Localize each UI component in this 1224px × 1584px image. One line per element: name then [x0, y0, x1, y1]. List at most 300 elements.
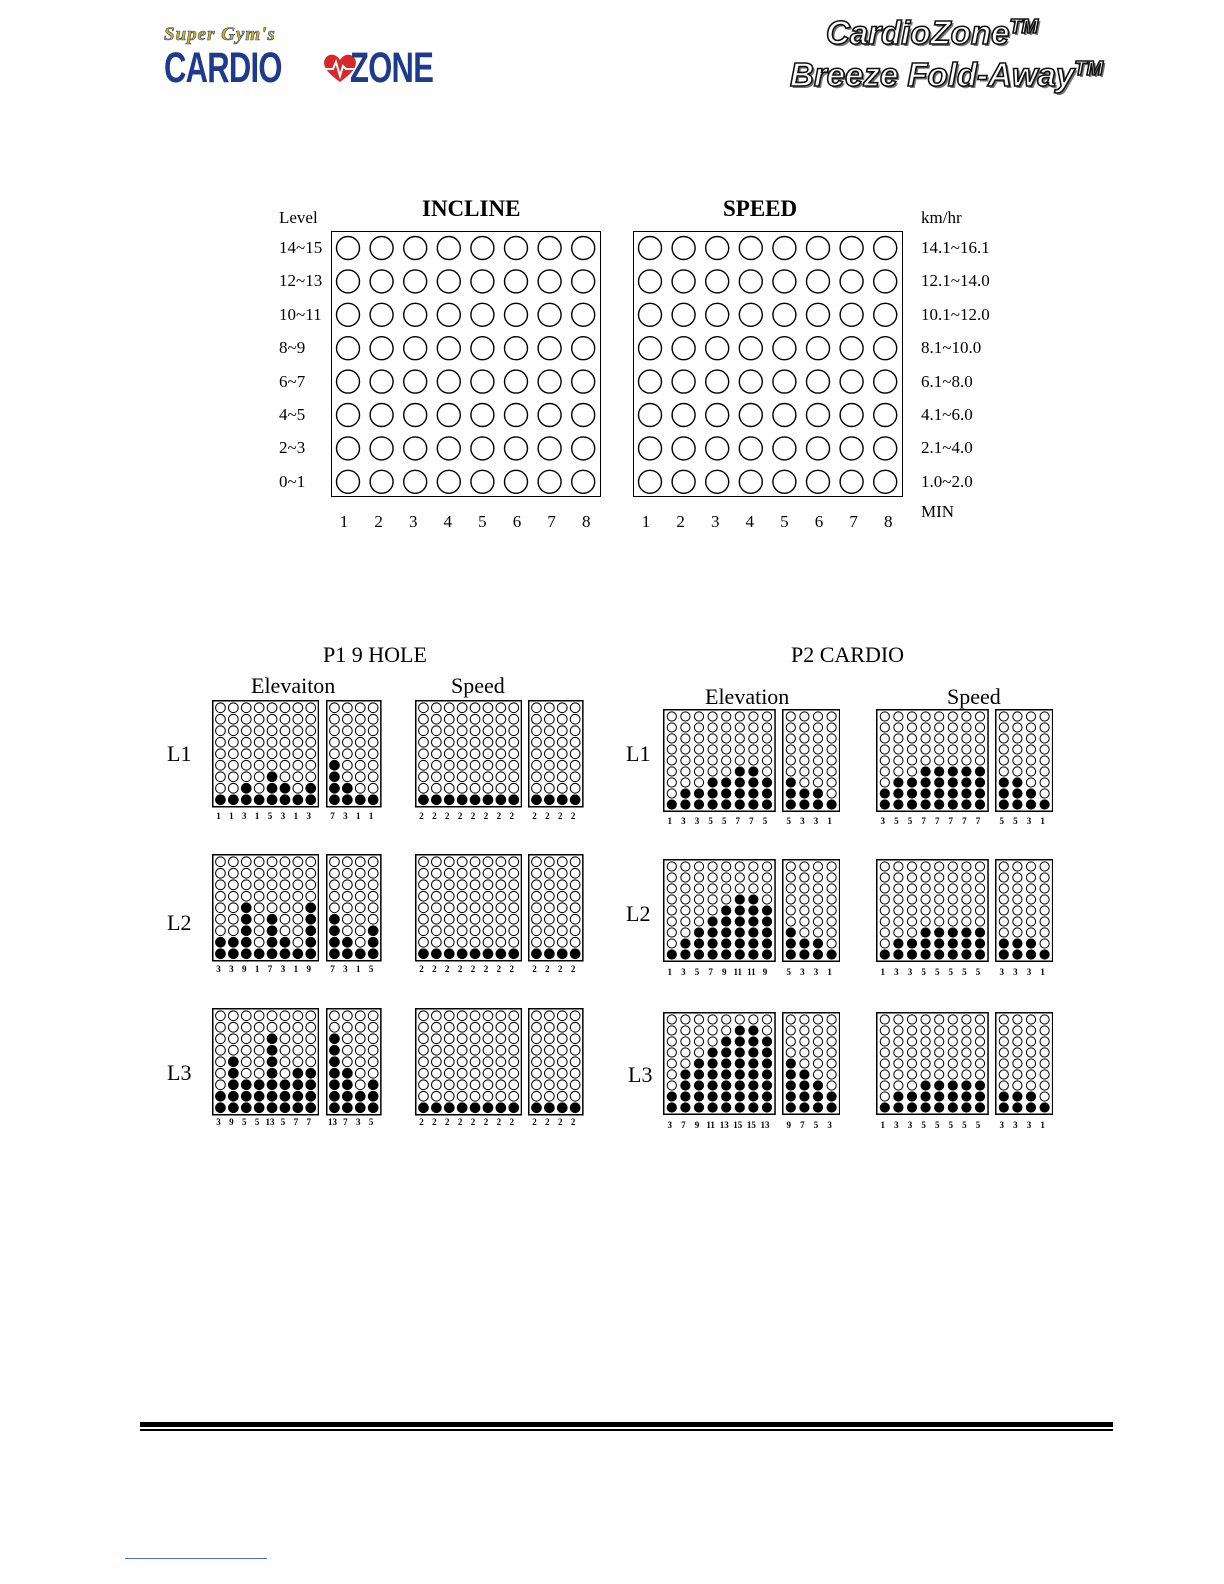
profile-dot-filled [722, 1037, 731, 1046]
p1-elevation-value: 5 [241, 1117, 247, 1127]
p2-elevation-tail-grid [782, 859, 840, 962]
profile-dot-filled [735, 789, 744, 798]
profile-dot-filled [827, 1092, 836, 1101]
profile-dot-filled [229, 1103, 239, 1113]
profile-dot-empty [1026, 734, 1035, 743]
profile-dot-empty [483, 703, 493, 713]
profile-dot-filled [762, 800, 771, 809]
profile-dot-empty [293, 1057, 303, 1067]
profile-dot-filled [894, 789, 903, 798]
profile-dot-filled [509, 949, 519, 959]
profile-dot-filled [267, 949, 277, 959]
profile-dot-empty [509, 1057, 519, 1067]
profile-dot-empty [1040, 712, 1049, 721]
profile-dot-empty [570, 926, 580, 936]
profile-dot-filled [241, 903, 251, 913]
p2-speed-tail-grid [995, 709, 1053, 812]
profile-dot-empty [470, 783, 480, 793]
profile-dot-filled [722, 939, 731, 948]
profile-dot-empty [1040, 873, 1049, 882]
p2-elevation-tail-grid [782, 1012, 840, 1115]
matrix-led [840, 470, 863, 493]
profile-dot-empty [800, 723, 809, 732]
profile-dot-empty [1013, 1048, 1022, 1057]
profile-dot-empty [948, 1059, 957, 1068]
profile-dot-filled [975, 1092, 984, 1101]
profile-dot-empty [470, 1022, 480, 1032]
profile-dot-empty [432, 737, 442, 747]
profile-dot-filled [293, 1080, 303, 1090]
profile-dot-empty [722, 723, 731, 732]
profile-dot-filled [444, 1103, 454, 1113]
profile-dot-filled [330, 783, 340, 793]
profile-dot-empty [570, 783, 580, 793]
profile-dot-empty [241, 760, 251, 770]
matrix-led [639, 470, 662, 493]
profile-dot-filled [241, 1103, 251, 1113]
p2-speed-grid [876, 709, 989, 812]
p1-elevation-tail-value: 1 [355, 811, 361, 821]
profile-dot-empty [216, 703, 226, 713]
p2-speed-value: 5 [948, 967, 954, 977]
profile-dot-empty [681, 1048, 690, 1057]
profile-dot-empty [570, 760, 580, 770]
profile-dot-empty [975, 1070, 984, 1079]
profile-dot-empty [280, 1057, 290, 1067]
profile-dot-empty [532, 937, 542, 947]
profile-dot-empty [229, 703, 239, 713]
profile-dot-filled [681, 1081, 690, 1090]
profile-dot-filled [681, 1070, 690, 1079]
profile-dot-empty [267, 703, 277, 713]
profile-dot-filled [962, 800, 971, 809]
profile-dot-empty [813, 723, 822, 732]
profile-dot-empty [681, 712, 690, 721]
footnote-separator [125, 1558, 267, 1559]
profile-dot-empty [735, 734, 744, 743]
p2-elevation-tail-value: 3 [800, 967, 805, 977]
profile-dot-empty [470, 760, 480, 770]
profile-dot-empty [216, 772, 226, 782]
profile-dot-filled [419, 949, 429, 959]
profile-dot-empty [907, 756, 916, 765]
profile-dot-empty [483, 737, 493, 747]
profile-dot-empty [545, 1080, 555, 1090]
profile-dot-filled [722, 1103, 731, 1112]
profile-dot-filled [749, 939, 758, 948]
p2-speed-tail-value: 3 [999, 967, 1005, 977]
profile-dot-empty [293, 760, 303, 770]
profile-dot-filled [708, 1092, 717, 1101]
matrix-led [404, 404, 427, 427]
profile-dot-empty [496, 703, 506, 713]
profile-dot-empty [496, 783, 506, 793]
p2-elevation-value: 5 [762, 816, 768, 826]
profile-dot-filled [667, 800, 676, 809]
profile-dot-filled [306, 926, 316, 936]
profile-dot-empty [962, 1015, 971, 1024]
profile-dot-empty [557, 783, 567, 793]
profile-dot-empty [254, 737, 264, 747]
profile-dot-empty [880, 917, 889, 926]
profile-dot-empty [355, 1022, 365, 1032]
profile-dot-filled [907, 789, 916, 798]
matrix-led [773, 437, 796, 460]
profile-dot-empty [280, 749, 290, 759]
profile-dot-filled [545, 795, 555, 805]
profile-dot-empty [280, 880, 290, 890]
p2-elevation-value: 9 [694, 1120, 700, 1130]
profile-dot-filled [241, 949, 251, 959]
profile-dot-empty [241, 891, 251, 901]
profile-dot-empty [570, 914, 580, 924]
profile-dot-empty [545, 749, 555, 759]
matrix-led [874, 270, 897, 293]
matrix-led [370, 437, 393, 460]
profile-dot-empty [355, 937, 365, 947]
profile-dot-empty [509, 1034, 519, 1044]
matrix-led [572, 270, 595, 293]
matrix-led [739, 237, 762, 260]
profile-dot-empty [496, 1034, 506, 1044]
profile-dot-empty [1013, 873, 1022, 882]
p1-elevation-value: 9 [229, 1117, 234, 1127]
profile-dot-empty [483, 1022, 493, 1032]
trademark-mark: TM [1009, 16, 1039, 38]
profile-dot-empty [419, 703, 429, 713]
p2-elevation-tail-value: 3 [813, 967, 819, 977]
profile-dot-empty [419, 880, 429, 890]
profile-dot-empty [229, 749, 239, 759]
minute-label: 4 [443, 512, 453, 531]
profile-dot-filled [975, 778, 984, 787]
profile-dot-empty [749, 1015, 758, 1024]
profile-dot-empty [921, 884, 930, 893]
profile-dot-empty [762, 862, 771, 871]
profile-dot-empty [880, 884, 889, 893]
profile-dot-empty [1026, 862, 1035, 871]
p2-elevation-value: 15 [733, 1120, 743, 1130]
profile-dot-empty [444, 1011, 454, 1021]
profile-dot-empty [800, 1059, 809, 1068]
profile-dot-filled [762, 1037, 771, 1046]
profile-dot-empty [813, 712, 822, 721]
profile-dot-filled [254, 1091, 264, 1101]
profile-dot-filled [921, 800, 930, 809]
profile-dot-empty [667, 873, 676, 882]
profile-dot-empty [509, 1022, 519, 1032]
matrix-led [572, 237, 595, 260]
profile-dot-empty [444, 1080, 454, 1090]
profile-dot-empty [894, 862, 903, 871]
profile-dot-empty [907, 862, 916, 871]
p2-speed-value: 7 [921, 816, 926, 826]
profile-dot-empty [813, 767, 822, 776]
profile-dot-empty [694, 862, 703, 871]
profile-dot-empty [570, 1080, 580, 1090]
profile-dot-filled [368, 937, 378, 947]
profile-dot-empty [545, 772, 555, 782]
profile-dot-empty [444, 868, 454, 878]
matrix-led [572, 303, 595, 326]
profile-dot-filled [735, 1070, 744, 1079]
profile-dot-empty [355, 760, 365, 770]
p1-title: P1 9 HOLE [323, 642, 427, 667]
profile-dot-filled [457, 949, 467, 959]
profile-dot-empty [532, 703, 542, 713]
profile-dot-empty [483, 783, 493, 793]
profile-dot-filled [975, 939, 984, 948]
profile-dot-empty [557, 926, 567, 936]
profile-dot-empty [1013, 884, 1022, 893]
profile-dot-empty [545, 1057, 555, 1067]
matrix-led [538, 470, 561, 493]
matrix-led [672, 437, 695, 460]
profile-dot-empty [962, 756, 971, 765]
profile-dot-empty [921, 1059, 930, 1068]
profile-dot-empty [880, 1059, 889, 1068]
profile-dot-empty [1026, 778, 1035, 787]
profile-dot-filled [267, 1057, 277, 1067]
p1-level-label: L2 [167, 910, 192, 935]
profile-dot-empty [1040, 939, 1049, 948]
profile-dot-empty [1013, 917, 1022, 926]
profile-dot-empty [457, 857, 467, 867]
profile-dot-empty [241, 857, 251, 867]
profile-dot-empty [280, 857, 290, 867]
profile-dot-empty [667, 756, 676, 765]
profile-dot-filled [786, 1081, 795, 1090]
p2-speed-value: 3 [907, 967, 913, 977]
profile-dot-empty [444, 1057, 454, 1067]
profile-dot-empty [557, 1080, 567, 1090]
profile-dot-empty [306, 703, 316, 713]
profile-dot-empty [444, 703, 454, 713]
profile-dot-empty [708, 767, 717, 776]
profile-dot-empty [735, 873, 744, 882]
profile-dot-filled [722, 778, 731, 787]
profile-dot-empty [813, 884, 822, 893]
matrix-led [437, 370, 460, 393]
p2-speed-tail-value: 1 [1040, 967, 1045, 977]
p2-speed-value: 1 [880, 1120, 886, 1130]
profile-dot-empty [483, 891, 493, 901]
matrix-led [471, 370, 494, 393]
profile-dot-empty [570, 1034, 580, 1044]
profile-dot-filled [999, 950, 1008, 959]
profile-dot-empty [667, 884, 676, 893]
matrix-led [404, 337, 427, 360]
profile-dot-empty [948, 895, 957, 904]
profile-dot-empty [241, 1045, 251, 1055]
matrix-led [706, 237, 729, 260]
profile-dot-empty [800, 873, 809, 882]
profile-dot-empty [216, 868, 226, 878]
profile-dot-empty [419, 903, 429, 913]
profile-dot-filled [722, 800, 731, 809]
profile-dot-empty [470, 1011, 480, 1021]
matrix-led [672, 270, 695, 293]
profile-dot-empty [545, 726, 555, 736]
matrix-led [471, 237, 494, 260]
profile-dot-empty [483, 914, 493, 924]
logo-tagline: Super Gym's [164, 24, 276, 45]
profile-dot-empty [880, 928, 889, 937]
profile-dot-filled [355, 1091, 365, 1101]
profile-dot-empty [708, 1026, 717, 1035]
profile-dot-empty [907, 723, 916, 732]
profile-dot-empty [681, 862, 690, 871]
profile-dot-empty [880, 1015, 889, 1024]
profile-dot-empty [827, 1026, 836, 1035]
profile-dot-empty [293, 1034, 303, 1044]
profile-dot-empty [999, 723, 1008, 732]
profile-dot-filled [470, 795, 480, 805]
profile-dot-empty [509, 714, 519, 724]
p1-speed-value: 2 [483, 964, 489, 974]
profile-dot-filled [800, 1070, 809, 1079]
profile-dot-empty [1026, 928, 1035, 937]
profile-dot-empty [470, 926, 480, 936]
p2-elevation-value: 7 [681, 1120, 686, 1130]
matrix-led [404, 270, 427, 293]
profile-dot-empty [457, 749, 467, 759]
profile-dot-empty [532, 726, 542, 736]
profile-dot-empty [880, 1081, 889, 1090]
p2-elevation-value: 7 [708, 967, 713, 977]
matrix-led [739, 404, 762, 427]
profile-dot-empty [694, 1026, 703, 1035]
profile-dot-empty [667, 928, 676, 937]
profile-dot-empty [948, 734, 957, 743]
profile-dot-filled [999, 778, 1008, 787]
profile-dot-empty [241, 714, 251, 724]
profile-dot-empty [999, 767, 1008, 776]
profile-dot-filled [483, 1103, 493, 1113]
profile-dot-empty [813, 917, 822, 926]
profile-dot-empty [975, 917, 984, 926]
profile-dot-filled [241, 1080, 251, 1090]
matrix-led [471, 470, 494, 493]
profile-dot-filled [681, 789, 690, 798]
profile-dot-filled [975, 928, 984, 937]
profile-dot-empty [570, 1022, 580, 1032]
profile-dot-empty [509, 857, 519, 867]
profile-dot-empty [532, 926, 542, 936]
profile-dot-filled [306, 795, 316, 805]
profile-dot-filled [975, 800, 984, 809]
p2-speed-value: 5 [975, 967, 981, 977]
profile-dot-empty [786, 712, 795, 721]
profile-dot-filled [762, 928, 771, 937]
incline-title: INCLINE [422, 196, 521, 221]
profile-dot-empty [280, 760, 290, 770]
footer-rule-thin [140, 1429, 1113, 1431]
profile-dot-empty [786, 873, 795, 882]
profile-dot-filled [786, 1092, 795, 1101]
profile-dot-filled [432, 795, 442, 805]
matrix-led [505, 470, 528, 493]
p1-speed-value: 2 [457, 964, 463, 974]
profile-dot-empty [419, 1057, 429, 1067]
profile-dot-filled [1040, 950, 1049, 959]
profile-dot-filled [948, 1092, 957, 1101]
profile-dot-empty [667, 895, 676, 904]
profile-dot-empty [722, 895, 731, 904]
profile-dot-filled [681, 800, 690, 809]
profile-dot-empty [444, 914, 454, 924]
profile-dot-filled [708, 950, 717, 959]
logo-word-cardio: CARDIO [164, 44, 282, 92]
profile-dot-filled [921, 1103, 930, 1112]
profile-dot-filled [962, 1081, 971, 1090]
matrix-led [874, 370, 897, 393]
profile-dot-filled [749, 1103, 758, 1112]
profile-dot-empty [681, 756, 690, 765]
profile-dot-empty [735, 756, 744, 765]
profile-dot-empty [894, 767, 903, 776]
profile-dot-empty [694, 745, 703, 754]
profile-dot-empty [457, 937, 467, 947]
p2-level-label: L1 [626, 741, 651, 766]
matrix-led [840, 270, 863, 293]
profile-dot-empty [293, 737, 303, 747]
profile-dot-filled [749, 950, 758, 959]
profile-dot-empty [735, 1015, 744, 1024]
profile-dot-empty [368, 714, 378, 724]
profile-dot-empty [1013, 906, 1022, 915]
profile-dot-empty [667, 1015, 676, 1024]
footer-rule-thick [140, 1422, 1113, 1427]
profile-dot-empty [907, 884, 916, 893]
matrix-led [337, 437, 360, 460]
profile-dot-empty [545, 857, 555, 867]
profile-dot-filled [343, 783, 353, 793]
profile-dot-empty [827, 884, 836, 893]
level-range-label: 12~13 [279, 271, 323, 291]
profile-dot-empty [330, 714, 340, 724]
profile-dot-empty [749, 862, 758, 871]
profile-dot-empty [241, 772, 251, 782]
profile-dot-empty [306, 772, 316, 782]
profile-dot-empty [545, 868, 555, 878]
profile-dot-empty [948, 1048, 957, 1057]
profile-dot-empty [229, 880, 239, 890]
p1-elevation-value: 3 [241, 811, 247, 821]
matrix-led [706, 437, 729, 460]
profile-dot-filled [694, 950, 703, 959]
minute-label: 7 [849, 512, 858, 531]
profile-dot-filled [800, 939, 809, 948]
profile-dot-filled [921, 928, 930, 937]
profile-dot-filled [762, 778, 771, 787]
profile-dot-filled [813, 800, 822, 809]
profile-dot-empty [948, 1015, 957, 1024]
matrix-led [874, 404, 897, 427]
profile-dot-empty [921, 1048, 930, 1057]
profile-dot-empty [667, 712, 676, 721]
profile-dot-empty [749, 734, 758, 743]
profile-dot-empty [368, 903, 378, 913]
profile-dot-empty [509, 868, 519, 878]
speed-range-label: 12.1~14.0 [921, 271, 990, 291]
profile-dot-filled [999, 800, 1008, 809]
matrix-led [437, 337, 460, 360]
profile-dot-empty [483, 760, 493, 770]
profile-dot-empty [306, 1045, 316, 1055]
profile-dot-empty [999, 756, 1008, 765]
profile-dot-empty [827, 895, 836, 904]
